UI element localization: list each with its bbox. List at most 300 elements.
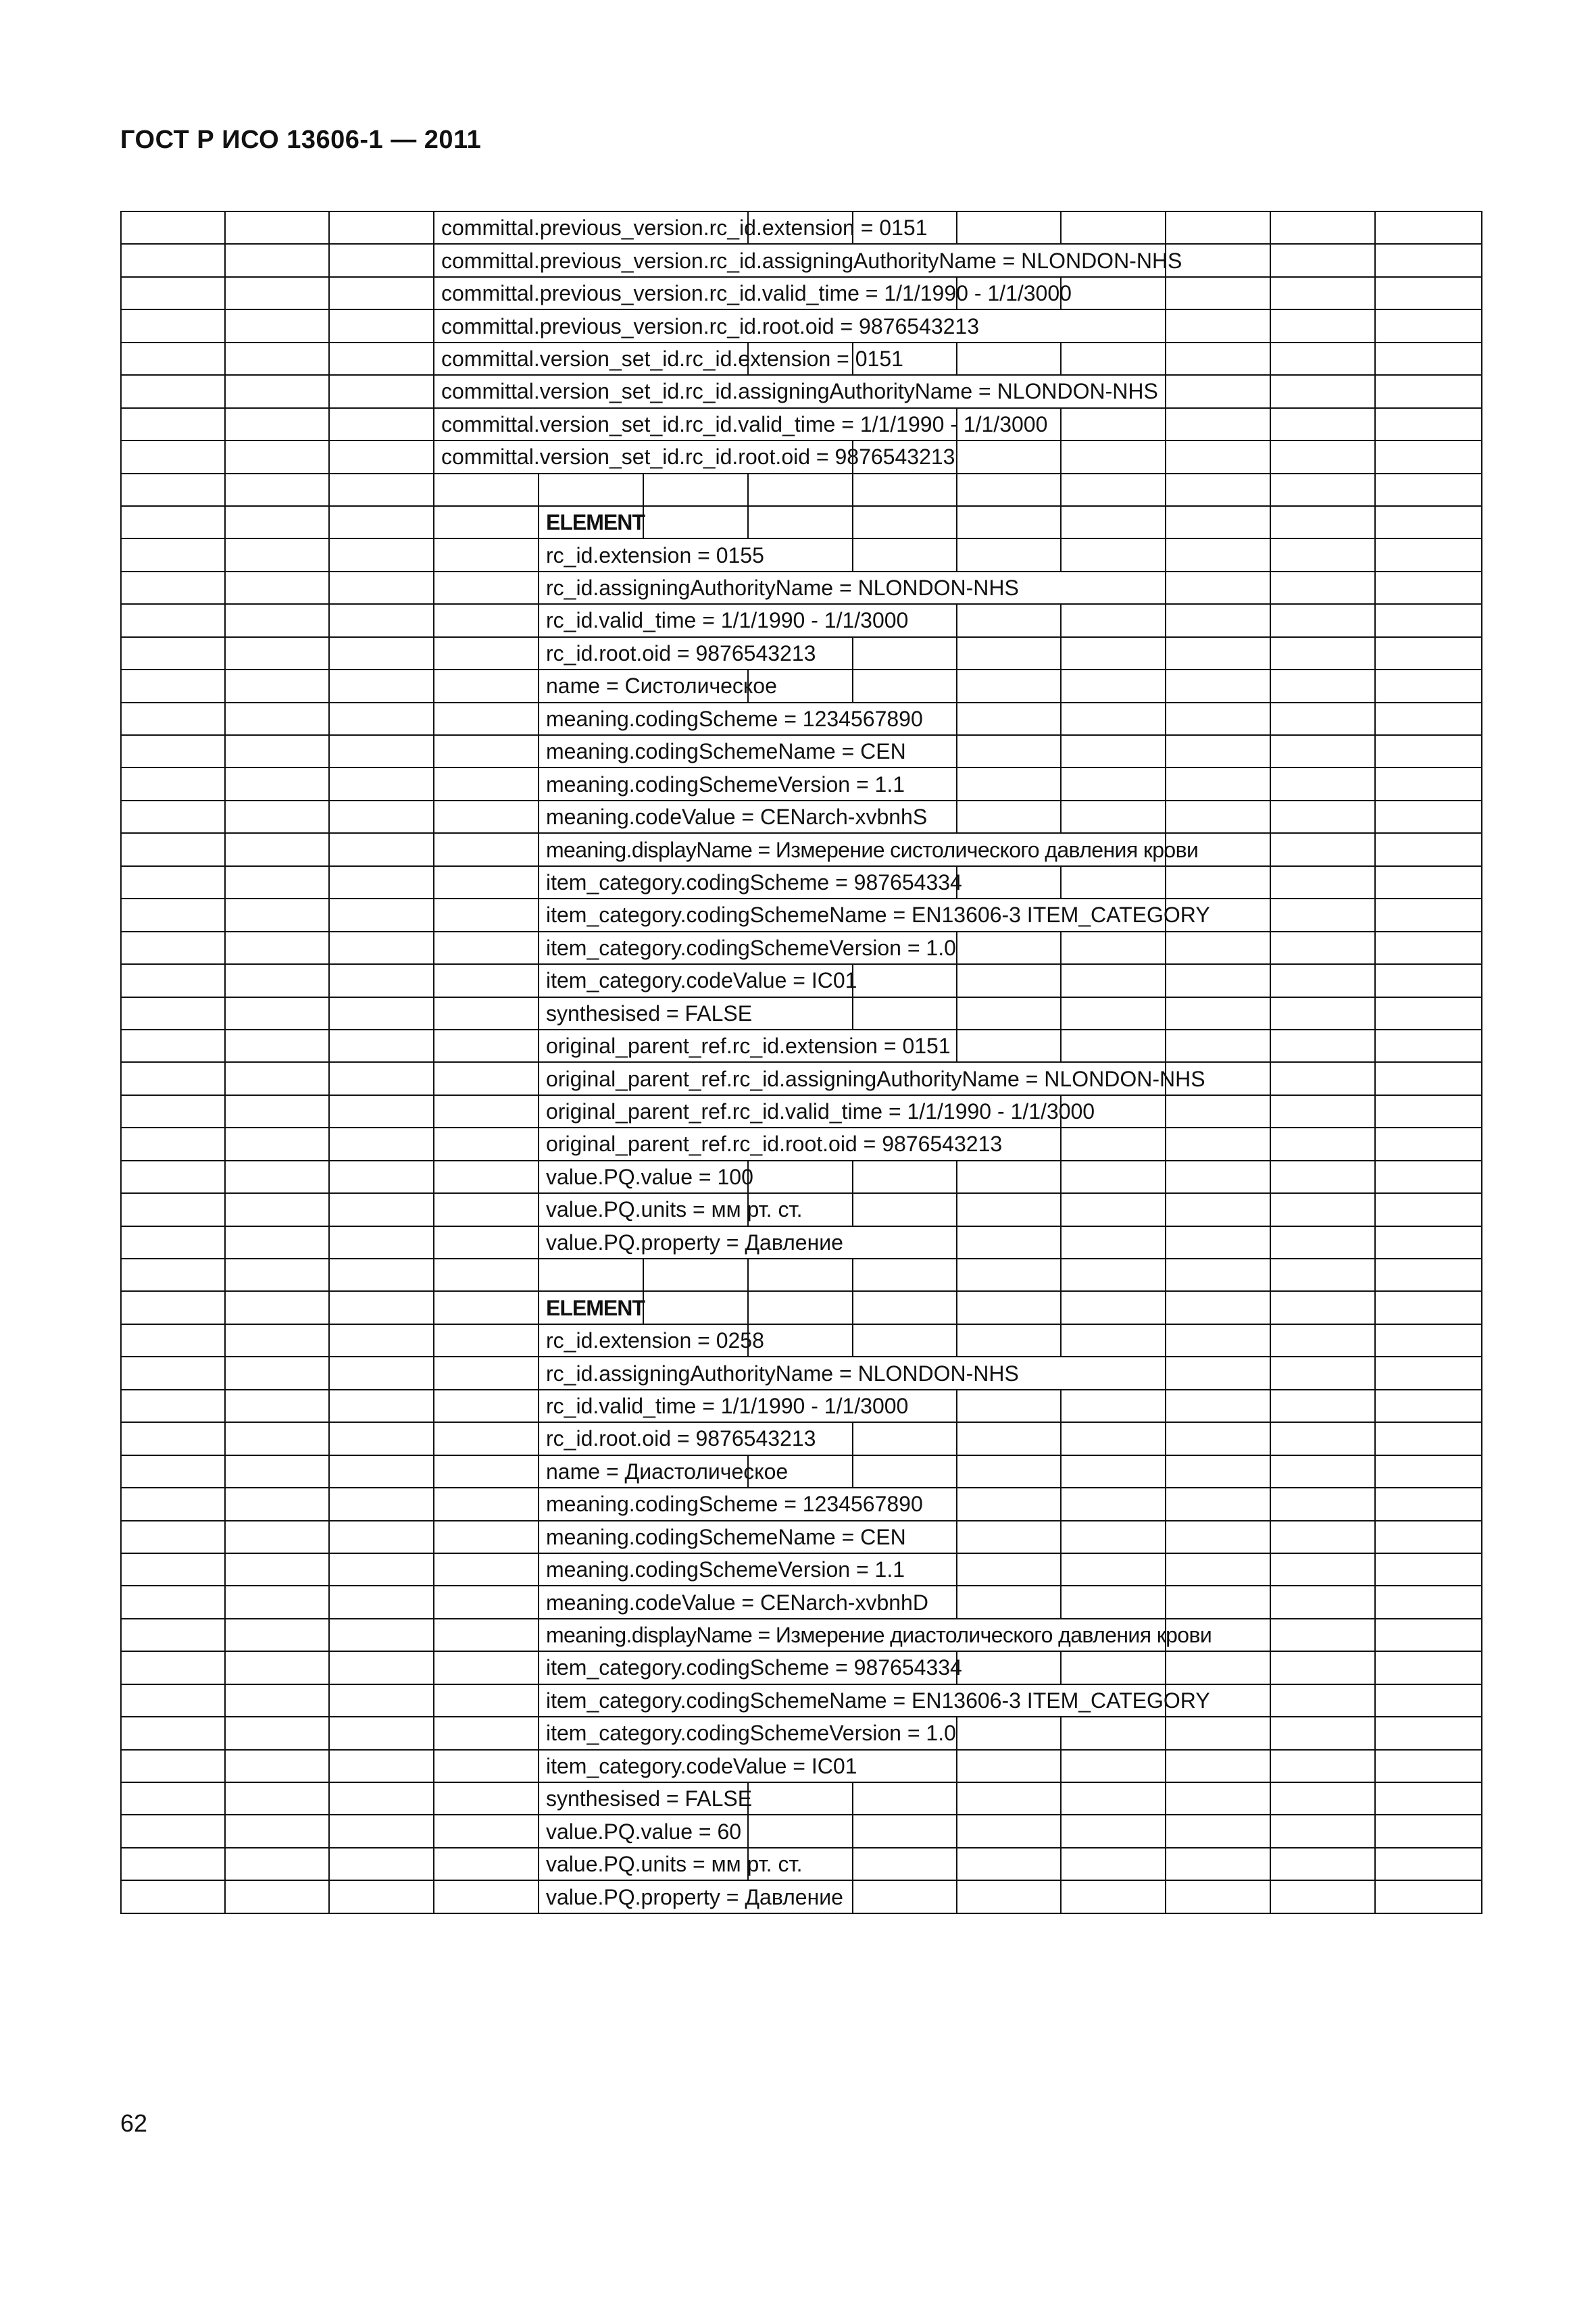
- table-row: [121, 1553, 1482, 1586]
- empty-cell: [1270, 997, 1375, 1030]
- empty-cell: [1375, 1324, 1482, 1357]
- empty-cell: [1270, 1193, 1375, 1226]
- entry-cell: committal.previous_version.rc_id.root.oid = 9876543213: [434, 309, 1166, 342]
- empty-cell: [121, 343, 225, 375]
- entry-cell: synthesised = FALSE: [539, 997, 853, 1030]
- empty-cell: [225, 1128, 329, 1160]
- empty-cell: [957, 866, 1061, 899]
- empty-cell: [434, 1455, 539, 1488]
- empty-cell: [225, 1095, 329, 1128]
- table-row: [121, 244, 1482, 276]
- empty-cell: [1270, 572, 1375, 604]
- empty-cell: [225, 1553, 329, 1586]
- entry-cell: rc_id.assigningAuthorityName = NLONDON-NHS: [539, 572, 1166, 604]
- entry-cell: rc_id.valid_time = 1/1/1990 - 1/1/3000: [539, 1390, 957, 1422]
- empty-cell: [121, 1717, 225, 1749]
- empty-cell: [957, 1586, 1061, 1618]
- empty-cell: [434, 670, 539, 702]
- empty-cell: [1375, 703, 1482, 735]
- empty-cell: [1375, 670, 1482, 702]
- empty-cell: [225, 1848, 329, 1880]
- empty-cell: [957, 964, 1061, 997]
- empty-cell: [1270, 1226, 1375, 1259]
- empty-cell: [434, 1095, 539, 1128]
- empty-cell: [121, 1848, 225, 1880]
- empty-cell: [329, 1553, 434, 1586]
- empty-cell: [1270, 1553, 1375, 1586]
- empty-cell: [1375, 833, 1482, 865]
- table-row: [121, 997, 1482, 1030]
- entry-cell: rc_id.root.oid = 9876543213: [539, 1422, 853, 1455]
- empty-cell: [1166, 637, 1270, 670]
- empty-cell: [225, 1586, 329, 1618]
- table-row: [121, 1880, 1482, 1913]
- empty-cell: [1375, 1357, 1482, 1389]
- empty-cell: [329, 637, 434, 670]
- empty-cell: [225, 1226, 329, 1259]
- empty-cell: [121, 703, 225, 735]
- entry-cell: committal.version_set_id.rc_id.extension = 0151: [434, 343, 748, 375]
- empty-cell: [225, 277, 329, 309]
- entry-cell: committal.previous_version.rc_id.valid_time = 1/1/1990 - 1/1/3000: [434, 277, 957, 309]
- empty-cell: [539, 474, 643, 506]
- empty-cell: [1270, 1586, 1375, 1618]
- empty-cell: [1375, 572, 1482, 604]
- empty-cell: [1061, 637, 1166, 670]
- empty-cell: [1270, 670, 1375, 702]
- empty-cell: [225, 244, 329, 276]
- entry-cell: committal.version_set_id.rc_id.assigningAuthorityName = NLONDON-NHS: [434, 375, 1166, 407]
- empty-cell: [329, 768, 434, 800]
- empty-cell: [1061, 1880, 1166, 1913]
- empty-cell: [1166, 1455, 1270, 1488]
- empty-cell: [1061, 538, 1166, 571]
- empty-cell: [1375, 1684, 1482, 1717]
- empty-cell: [1166, 408, 1270, 441]
- empty-cell: [1375, 1030, 1482, 1062]
- empty-cell: [1061, 277, 1166, 309]
- empty-cell: [434, 538, 539, 571]
- empty-cell: [957, 1030, 1061, 1062]
- empty-cell: [1375, 277, 1482, 309]
- empty-cell: [1061, 1750, 1166, 1782]
- empty-cell: [957, 703, 1061, 735]
- empty-cell: [1061, 801, 1166, 833]
- empty-cell: [225, 1357, 329, 1389]
- empty-cell: [1166, 538, 1270, 571]
- entry-cell: meaning.codingScheme = 1234567890: [539, 703, 957, 735]
- empty-cell: [434, 1553, 539, 1586]
- empty-cell: [853, 1815, 957, 1847]
- empty-cell: [121, 1193, 225, 1226]
- empty-cell: [1270, 1782, 1375, 1815]
- empty-cell: [1375, 375, 1482, 407]
- empty-cell: [1166, 309, 1270, 342]
- entry-cell: original_parent_ref.rc_id.valid_time = 1/1/1990 - 1/1/3000: [539, 1095, 1061, 1128]
- empty-cell: [1061, 1193, 1166, 1226]
- empty-cell: [1375, 1586, 1482, 1618]
- empty-cell: [329, 1390, 434, 1422]
- entry-cell: item_category.codingSchemeVersion = 1.0: [539, 1717, 957, 1749]
- empty-cell: [329, 964, 434, 997]
- empty-cell: [1166, 1226, 1270, 1259]
- empty-cell: [957, 1782, 1061, 1815]
- empty-cell: [1270, 964, 1375, 997]
- empty-cell: [1166, 375, 1270, 407]
- entry-cell: meaning.codeValue = CENarch-xvbnhS: [539, 801, 957, 833]
- entry-cell: name = Диастолическое: [539, 1455, 748, 1488]
- empty-cell: [121, 735, 225, 768]
- empty-cell: [1375, 1619, 1482, 1651]
- empty-cell: [1375, 506, 1482, 538]
- empty-cell: [957, 1521, 1061, 1553]
- empty-cell: [1270, 1848, 1375, 1880]
- empty-cell: [1375, 211, 1482, 244]
- empty-cell: [329, 932, 434, 964]
- empty-cell: [225, 408, 329, 441]
- empty-cell: [853, 964, 957, 997]
- empty-cell: [121, 474, 225, 506]
- empty-cell: [121, 604, 225, 636]
- empty-cell: [1061, 408, 1166, 441]
- empty-cell: [225, 866, 329, 899]
- empty-cell: [1375, 866, 1482, 899]
- empty-cell: [957, 1717, 1061, 1749]
- empty-cell: [434, 1291, 539, 1324]
- empty-cell: [121, 1586, 225, 1618]
- empty-cell: [121, 964, 225, 997]
- table-row: [121, 1324, 1482, 1357]
- table-row: [121, 1455, 1482, 1488]
- empty-cell: [121, 1782, 225, 1815]
- empty-cell: [957, 1291, 1061, 1324]
- empty-cell: [121, 833, 225, 865]
- empty-cell: [329, 1128, 434, 1160]
- empty-cell: [1061, 1782, 1166, 1815]
- empty-cell: [957, 1651, 1061, 1684]
- entry-cell: name = Систолическое: [539, 670, 748, 702]
- empty-cell: [1375, 1128, 1482, 1160]
- table-row: [121, 932, 1482, 964]
- empty-cell: [329, 1815, 434, 1847]
- empty-cell: [434, 1750, 539, 1782]
- empty-cell: [329, 343, 434, 375]
- empty-cell: [1166, 670, 1270, 702]
- empty-cell: [957, 1455, 1061, 1488]
- empty-cell: [329, 866, 434, 899]
- empty-cell: [434, 801, 539, 833]
- empty-cell: [1375, 408, 1482, 441]
- empty-cell: [434, 604, 539, 636]
- empty-cell: [1270, 408, 1375, 441]
- entry-cell: committal.version_set_id.rc_id.root.oid = 9876543213: [434, 441, 853, 473]
- empty-cell: [121, 211, 225, 244]
- empty-cell: [1061, 604, 1166, 636]
- empty-cell: [121, 1324, 225, 1357]
- empty-cell: [957, 1880, 1061, 1913]
- empty-cell: [329, 1030, 434, 1062]
- empty-cell: [121, 277, 225, 309]
- empty-cell: [225, 1291, 329, 1324]
- empty-cell: [329, 801, 434, 833]
- table-row: [121, 768, 1482, 800]
- empty-cell: [225, 997, 329, 1030]
- entry-cell: meaning.codingSchemeVersion = 1.1: [539, 1553, 957, 1586]
- entry-cell: rc_id.assigningAuthorityName = NLONDON-NHS: [539, 1357, 1166, 1389]
- empty-cell: [434, 899, 539, 931]
- empty-cell: [1270, 1717, 1375, 1749]
- entry-cell: meaning.codingSchemeName = CEN: [539, 735, 957, 768]
- empty-cell: [121, 1422, 225, 1455]
- table-row: [121, 343, 1482, 375]
- empty-cell: [853, 637, 957, 670]
- empty-cell: [225, 572, 329, 604]
- empty-cell: [1166, 1782, 1270, 1815]
- empty-cell: [225, 538, 329, 571]
- empty-cell: [225, 1880, 329, 1913]
- empty-cell: [957, 670, 1061, 702]
- empty-cell: [1166, 1161, 1270, 1193]
- entry-cell: item_category.codeValue = IC01: [539, 964, 853, 997]
- empty-cell: [1270, 1521, 1375, 1553]
- empty-cell: [1270, 1095, 1375, 1128]
- empty-cell: [121, 244, 225, 276]
- empty-cell: [225, 474, 329, 506]
- empty-cell: [434, 1815, 539, 1847]
- entry-cell: value.PQ.units = мм рт. ст.: [539, 1193, 748, 1226]
- document-header: ГОСТ Р ИСО 13606-1 — 2011: [120, 126, 482, 154]
- entry-cell: value.PQ.value = 60: [539, 1815, 748, 1847]
- empty-cell: [329, 408, 434, 441]
- empty-cell: [329, 1062, 434, 1095]
- empty-cell: [853, 1422, 957, 1455]
- empty-cell: [1270, 1488, 1375, 1520]
- empty-cell: [1061, 670, 1166, 702]
- empty-cell: [853, 1193, 957, 1226]
- empty-cell: [853, 538, 957, 571]
- empty-cell: [1166, 1651, 1270, 1684]
- empty-cell: [748, 1291, 853, 1324]
- empty-cell: [1166, 1815, 1270, 1847]
- empty-cell: [1375, 964, 1482, 997]
- table-row: [121, 1684, 1482, 1717]
- empty-cell: [1375, 932, 1482, 964]
- empty-cell: [225, 211, 329, 244]
- empty-cell: [1375, 1095, 1482, 1128]
- empty-cell: [1166, 1259, 1270, 1291]
- empty-cell: [225, 1161, 329, 1193]
- empty-cell: [225, 964, 329, 997]
- table-row: [121, 1717, 1482, 1749]
- page-number: 62: [120, 2109, 148, 2137]
- empty-cell: [1166, 735, 1270, 768]
- empty-cell: [1061, 1651, 1166, 1684]
- table-row: [121, 1586, 1482, 1618]
- empty-cell: [329, 735, 434, 768]
- empty-cell: [1061, 1128, 1166, 1160]
- empty-cell: [1061, 1521, 1166, 1553]
- empty-cell: [1166, 1717, 1270, 1749]
- empty-cell: [434, 1161, 539, 1193]
- empty-cell: [1375, 1488, 1482, 1520]
- empty-cell: [643, 474, 748, 506]
- empty-cell: [957, 768, 1061, 800]
- empty-cell: [434, 1619, 539, 1651]
- empty-cell: [1270, 375, 1375, 407]
- table-row: [121, 801, 1482, 833]
- empty-cell: [225, 1324, 329, 1357]
- table-row: [121, 1782, 1482, 1815]
- empty-cell: [957, 1815, 1061, 1847]
- empty-cell: [1166, 211, 1270, 244]
- empty-cell: [121, 1291, 225, 1324]
- empty-cell: [329, 211, 434, 244]
- empty-cell: [957, 1390, 1061, 1422]
- entry-cell: item_category.codingScheme = 987654334: [539, 1651, 957, 1684]
- empty-cell: [329, 1750, 434, 1782]
- empty-cell: [225, 637, 329, 670]
- empty-cell: [1270, 1062, 1375, 1095]
- empty-cell: [1166, 768, 1270, 800]
- empty-cell: [1166, 441, 1270, 473]
- empty-cell: [121, 1161, 225, 1193]
- table-row: [121, 309, 1482, 342]
- empty-cell: [957, 1488, 1061, 1520]
- empty-cell: [1166, 1750, 1270, 1782]
- empty-cell: [225, 1062, 329, 1095]
- empty-cell: [957, 1161, 1061, 1193]
- empty-cell: [1061, 703, 1166, 735]
- empty-cell: [853, 1291, 957, 1324]
- empty-cell: [434, 1259, 539, 1291]
- empty-cell: [1375, 801, 1482, 833]
- empty-cell: [1270, 1619, 1375, 1651]
- empty-cell: [121, 1357, 225, 1389]
- empty-cell: [1270, 1422, 1375, 1455]
- data-table: [120, 211, 1482, 1914]
- table-row: [121, 538, 1482, 571]
- empty-cell: [1375, 997, 1482, 1030]
- empty-cell: [1375, 1422, 1482, 1455]
- empty-cell: [329, 604, 434, 636]
- empty-cell: [957, 1324, 1061, 1357]
- empty-cell: [748, 1815, 853, 1847]
- empty-cell: [329, 309, 434, 342]
- empty-cell: [329, 1651, 434, 1684]
- empty-cell: [1270, 538, 1375, 571]
- empty-cell: [1061, 1422, 1166, 1455]
- empty-cell: [1270, 1684, 1375, 1717]
- empty-cell: [1375, 343, 1482, 375]
- empty-cell: [1061, 1390, 1166, 1422]
- table-row: [121, 964, 1482, 997]
- empty-cell: [225, 1619, 329, 1651]
- empty-cell: [853, 1259, 957, 1291]
- empty-cell: [1270, 866, 1375, 899]
- empty-cell: [121, 899, 225, 931]
- empty-cell: [1375, 1291, 1482, 1324]
- empty-cell: [1061, 997, 1166, 1030]
- empty-cell: [329, 1291, 434, 1324]
- table-row: [121, 1815, 1482, 1847]
- empty-cell: [853, 506, 957, 538]
- empty-cell: [1270, 1815, 1375, 1847]
- empty-cell: [957, 932, 1061, 964]
- empty-cell: [1270, 1651, 1375, 1684]
- empty-cell: [434, 1586, 539, 1618]
- empty-cell: [121, 997, 225, 1030]
- empty-cell: [853, 1880, 957, 1913]
- entry-cell: meaning.codingScheme = 1234567890: [539, 1488, 957, 1520]
- empty-cell: [957, 604, 1061, 636]
- empty-cell: [121, 1062, 225, 1095]
- empty-cell: [1270, 441, 1375, 473]
- empty-cell: [748, 474, 853, 506]
- entry-cell: meaning.codingSchemeVersion = 1.1: [539, 768, 957, 800]
- empty-cell: [853, 1324, 957, 1357]
- empty-cell: [1375, 1259, 1482, 1291]
- empty-cell: [1375, 1848, 1482, 1880]
- empty-cell: [434, 1880, 539, 1913]
- table-row: [121, 604, 1482, 636]
- empty-cell: [957, 538, 1061, 571]
- empty-cell: [1375, 1226, 1482, 1259]
- empty-cell: [121, 1880, 225, 1913]
- empty-cell: [1166, 1128, 1270, 1160]
- empty-cell: [1166, 1848, 1270, 1880]
- empty-cell: [957, 801, 1061, 833]
- table-row: [121, 1521, 1482, 1553]
- empty-cell: [225, 441, 329, 473]
- empty-cell: [1270, 801, 1375, 833]
- empty-cell: [1166, 1357, 1270, 1389]
- empty-cell: [853, 1455, 957, 1488]
- empty-cell: [329, 1880, 434, 1913]
- empty-cell: [1166, 572, 1270, 604]
- empty-cell: [225, 375, 329, 407]
- empty-cell: [329, 441, 434, 473]
- empty-cell: [434, 1324, 539, 1357]
- empty-cell: [225, 1488, 329, 1520]
- entry-cell: original_parent_ref.rc_id.extension = 0151: [539, 1030, 957, 1062]
- empty-cell: [1061, 1226, 1166, 1259]
- entry-cell: meaning.displayName = Измерение диастолического давления крови: [539, 1619, 1166, 1651]
- empty-cell: [957, 506, 1061, 538]
- empty-cell: [1375, 1455, 1482, 1488]
- table-row: [121, 375, 1482, 407]
- empty-cell: [121, 1521, 225, 1553]
- empty-cell: [225, 801, 329, 833]
- empty-cell: [853, 1782, 957, 1815]
- table-row: [121, 866, 1482, 899]
- empty-cell: [1375, 899, 1482, 931]
- empty-cell: [121, 572, 225, 604]
- empty-cell: [1375, 244, 1482, 276]
- empty-cell: [329, 1095, 434, 1128]
- table-row: [121, 1128, 1482, 1160]
- empty-cell: [1270, 637, 1375, 670]
- empty-cell: [329, 1782, 434, 1815]
- empty-cell: [1061, 932, 1166, 964]
- empty-cell: [1375, 1651, 1482, 1684]
- empty-cell: [1061, 1324, 1166, 1357]
- empty-cell: [434, 1782, 539, 1815]
- empty-cell: [1375, 637, 1482, 670]
- empty-cell: [1166, 1422, 1270, 1455]
- empty-cell: [1166, 604, 1270, 636]
- empty-cell: [1166, 1291, 1270, 1324]
- empty-cell: [1270, 1357, 1375, 1389]
